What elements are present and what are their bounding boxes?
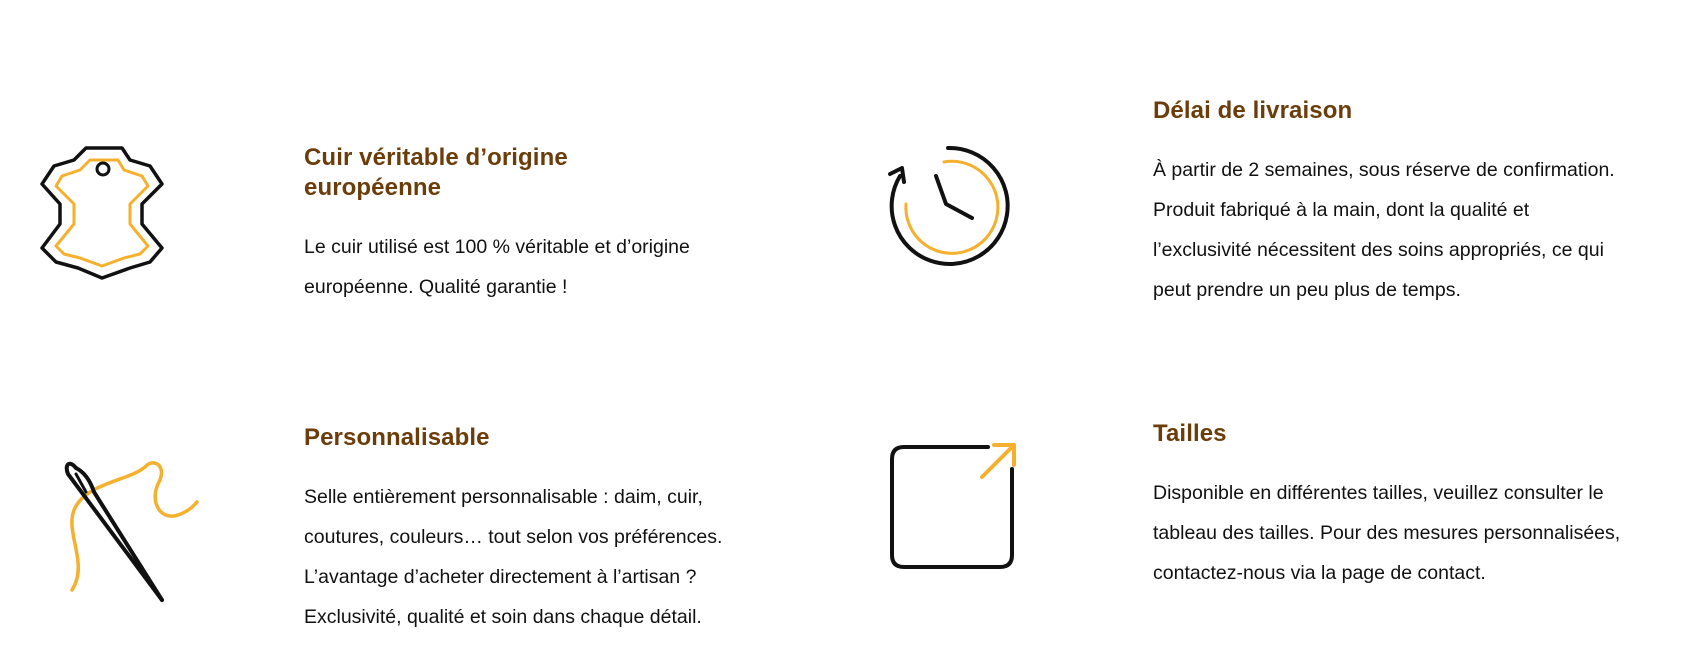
feature-description	[1153, 150, 1615, 310]
feature-description-line: Produit fabriqué à la main, dont la qualité et	[1153, 199, 1530, 221]
needle-thread-icon	[62, 458, 202, 608]
feature-description	[304, 477, 722, 637]
feature-description	[1153, 473, 1620, 593]
feature-description-line: peut prendre un peu plus de temps.	[1153, 279, 1461, 301]
feature-description-line: Selle entièrement personnalisable : daim, cuir,	[304, 486, 703, 508]
feature-description-line: Exclusivité, qualité et soin dans chaque détail.	[304, 606, 702, 628]
feature-description-line: contactez-nous via la page de contact.	[1153, 562, 1486, 584]
feature-title: Délai de livraison	[1153, 97, 1353, 124]
feature-description-line: tableau des tailles. Pour des mesures personnalisées,	[1153, 522, 1621, 544]
feature-description-line: À partir de 2 semaines, sous réserve de confirmation.	[1153, 159, 1615, 181]
feature-description-line: coutures, couleurs… tout selon vos préférences.	[304, 526, 723, 548]
feature-description	[304, 227, 690, 307]
feature-description-line: Le cuir utilisé est 100 % véritable et d’origine	[304, 236, 690, 258]
feature-title: Personnalisable	[304, 424, 490, 451]
feature-title: Cuir véritable d’origine européenne	[304, 144, 568, 201]
resize-expand-icon	[888, 441, 1018, 571]
feature-description-line: européenne. Qualité garantie !	[304, 276, 568, 298]
leather-hide-icon	[38, 140, 168, 280]
feature-description-line: L’avantage d’acheter directement à l’artisan ?	[304, 566, 697, 588]
feature-description-line: l’exclusivité nécessitent des soins appropriés, ce qui	[1153, 239, 1604, 261]
feature-description-line: Disponible en différentes tailles, veuillez consulter le	[1153, 482, 1604, 504]
feature-title: Tailles	[1153, 420, 1227, 447]
clock-icon	[886, 144, 1016, 269]
